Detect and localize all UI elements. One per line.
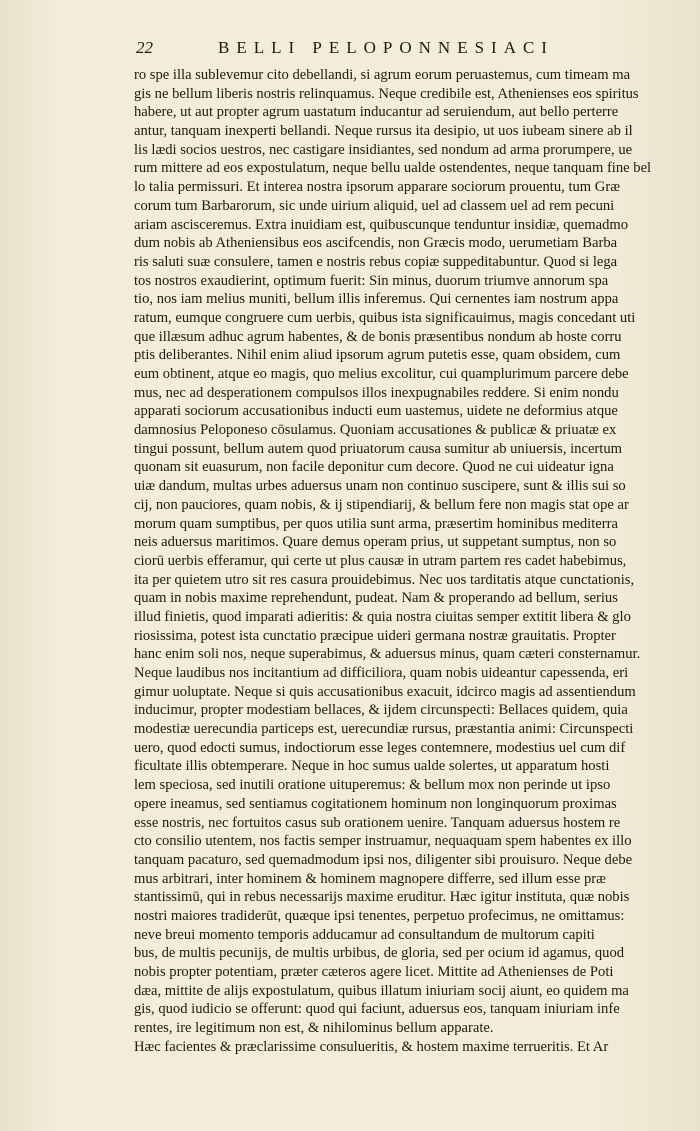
text-line: nostri maiores tradiderūt, quæque ipsi tenentes, perpetuo profecimus, ne omittamus: <box>134 907 625 924</box>
text-line: ciorū uerbis efferamur, qui certe ut plus causæ in utram partem res cadet habebimus, <box>134 552 627 569</box>
text-line: que illæsum adhuc agrum habentes, & de bonis præsentibus nondum ab hoste corru <box>134 328 622 345</box>
text-line: stantissimū, qui in rebus necessarijs maxime eruditur. Hæc igitur instituta, quæ nobis <box>134 889 630 906</box>
text-line: neve breui momento temporis adducamur ad consultandum de multorum capiti <box>134 926 595 943</box>
text-line: illud finietis, quod imparati adieritis: & quia nostra ciuitas semper extitit libera & glo <box>134 608 631 625</box>
text-line: hanc enim soli nos, neque superabimus, & aduersus minus, quam cæteri consternamur. <box>134 646 641 663</box>
text-line: gis ne bellum liberis nostris relinquamus. Neque credibile est, Athenienses eos spiritus <box>134 85 639 102</box>
text-line: mus arbitrari, inter hominem & hominem magnopere differre, sed illum esse præ <box>134 870 606 887</box>
text-line: lem speciosa, sed inutili oratione uituperemus: & bellum mox non perinde ut ipso <box>134 777 611 794</box>
text-line: ficultate illis obtemperare. Neque in hoc sumus ualde solertes, ut apparatum hosti <box>134 758 610 775</box>
text-line: opere ineamus, sed sentiamus cogitationem hominum non longinquorum proximas <box>134 795 617 812</box>
text-line: quonam sit euasurum, non facile deponitur cum decore. Quod ne cui uideatur igna <box>134 459 614 476</box>
text-line: neis aduersus maritimos. Quare demus operam prius, ut suppetant sumptus, non so <box>134 534 617 551</box>
text-line: ita per quietem utro sit res casura prouidebimus. Nec uos tarditatis atque cunctationis, <box>134 571 635 588</box>
text-line: cij, non pauciores, quam nobis, & ij stipendiarij, & bellum fere non magis stat ope ar <box>134 496 629 513</box>
text-line: ariam ascisceremus. Extra inuidiam est, quibuscunque tenduntur insidiæ, quemadmo <box>134 216 629 233</box>
text-line: Hæc facientes & præclarissime consulueritis, & hostem maxime terrueritis. Et Ar <box>134 1038 609 1055</box>
text-line: bus, de multis pecunijs, de multis urbibus, de gloria, sed per ocium id agamus, quod <box>134 945 625 962</box>
page-header <box>128 38 660 60</box>
text-line: uiæ dandum, multas urbes aduersus unam non continuo suscipere, sunt & illis sui so <box>134 478 626 495</box>
text-line: uero, quod edocti sumus, indoctiorum esse leges contemnere, modestius uel cum dif <box>134 739 626 756</box>
text-line: inducimur, propter modestiam bellaces, & ijdem circunspecti: Bellaces quidem, quia <box>134 702 628 719</box>
text-line: morum quam sumptibus, per quos utilia sunt arma, præsertim hominibus mediterra <box>134 515 618 532</box>
text-line: esse nostris, nec fortuitos casus sub orationem uenire. Tanquam aduersus hostem re <box>134 814 621 831</box>
text-line: tio, nos iam melius muniti, bellum illis inferemus. Qui cernentes iam nostrum appa <box>134 291 619 308</box>
page-number: 22 <box>136 38 153 57</box>
text-line: gimur uoluptate. Neque si quis accusationibus exacuit, idcirco magis ad assentiendum <box>134 683 636 700</box>
running-head: BELLI PELOPONNESIACI <box>218 38 554 57</box>
body-text <box>134 66 682 1056</box>
text-line: quam in nobis maxime reprehendunt, pudeat. Nam & properando ad bellum, serius <box>134 590 618 607</box>
text-line: ro spe illa sublevemur cito debellandi, si agrum eorum peruastemus, cum timeam ma <box>134 67 631 83</box>
text-line: rum mittere ad eos expostulatum, neque bellu ualde ostendentes, neque tanquam fine bel <box>134 160 652 177</box>
text-line: rentes, ire legitimum non est, & nihilominus bellum apparate. <box>134 1020 494 1037</box>
text-line: eum obtinent, atque eo magis, quo melius excolitur, cui quamplurimum parcere debe <box>134 366 629 382</box>
text-line: ris saluti suæ consulere, tamen e nostris rebus copiæ suppeditabuntur. Quod si lega <box>134 253 618 270</box>
text-line: lis lædi socios uestros, nec castigare insidiantes, sed nondum ad arma prorumpere, ue <box>134 141 633 158</box>
text-line: damnosius Peloponeso cōsulamus. Quoniam accusationes & publicæ & priuatæ ex <box>134 422 617 439</box>
text-line: apparati sociorum accusationibus inducti eum uastemus, uidete ne deformius atque <box>134 403 618 420</box>
text-line: modestiæ uerecundia particeps est, uerecundiæ rursus, præstantia animi: Circunspecti <box>134 721 634 738</box>
text-line: tanquam pacaturo, sed quemadmodum ipsi nos, diligenter sibi prouisuro. Neque debe <box>134 851 633 868</box>
text-line: habere, ut aut propter agrum uastatum inducantur ad seruiendum, aut bello perterre <box>134 104 619 121</box>
text-line: corum tum Barbarorum, sic unde uirium aliquid, uel ad classem uel ad rem pecuni <box>134 197 615 214</box>
text-line: tingui possunt, bellum autem quod priuatorum causa sumitur ab uniuersis, incertum <box>134 440 622 457</box>
text-line: lo talia permissuri. Et interea nostra ipsorum apparare sociorum prouentu, tum Græ <box>134 179 620 196</box>
text-line: dum nobis ab Atheniensibus eos ascifcendis, non Græcis modo, uerumetiam Barba <box>134 235 618 252</box>
text-line: ratum, eumque congruere cum uerbis, quibus ista significauimus, magis concedant uti <box>134 309 636 326</box>
text-line: gis, quod iudicio se offerunt: quod qui faciunt, aduersus eos, tanquam iniuriam infe <box>134 1001 620 1018</box>
text-line: nobis propter potentiam, præter cæteros agere licet. Mittite ad Athenienses de Poti <box>134 964 614 980</box>
text-line: antur, tanquam inexperti bellandi. Neque rursus ita desipio, ut uos iubeam sinere ab il <box>134 123 633 140</box>
text-line: mus, nec ad desperationem compulsos illos inexpugnabiles reddere. Si enim nondu <box>134 384 619 401</box>
text-line: dæa, mittite de alijs expostulatum, quibus illatum iniuriam socij aiunt, eo quidem ma <box>134 982 629 999</box>
text-line: riosissima, potest ista cunctatio præcipue uideri germana nostræ grauitatis. Propter <box>134 627 616 644</box>
text-line: Neque laudibus nos incitantium ad difficiliora, quam nobis uideantur capessenda, eri <box>134 665 629 681</box>
text-line: tos nostros exaudierint, optimum fuerit: Sin minus, duorum triumve annorum spa <box>134 272 609 289</box>
text-line: cto consilio utentem, nos factis semper instruamur, nequaquam spem habentes ex illo <box>134 833 632 850</box>
text-line: ptis deliberantes. Nihil enim aliud ipsorum agrum putetis esse, quam obsidem, cum <box>134 347 621 364</box>
